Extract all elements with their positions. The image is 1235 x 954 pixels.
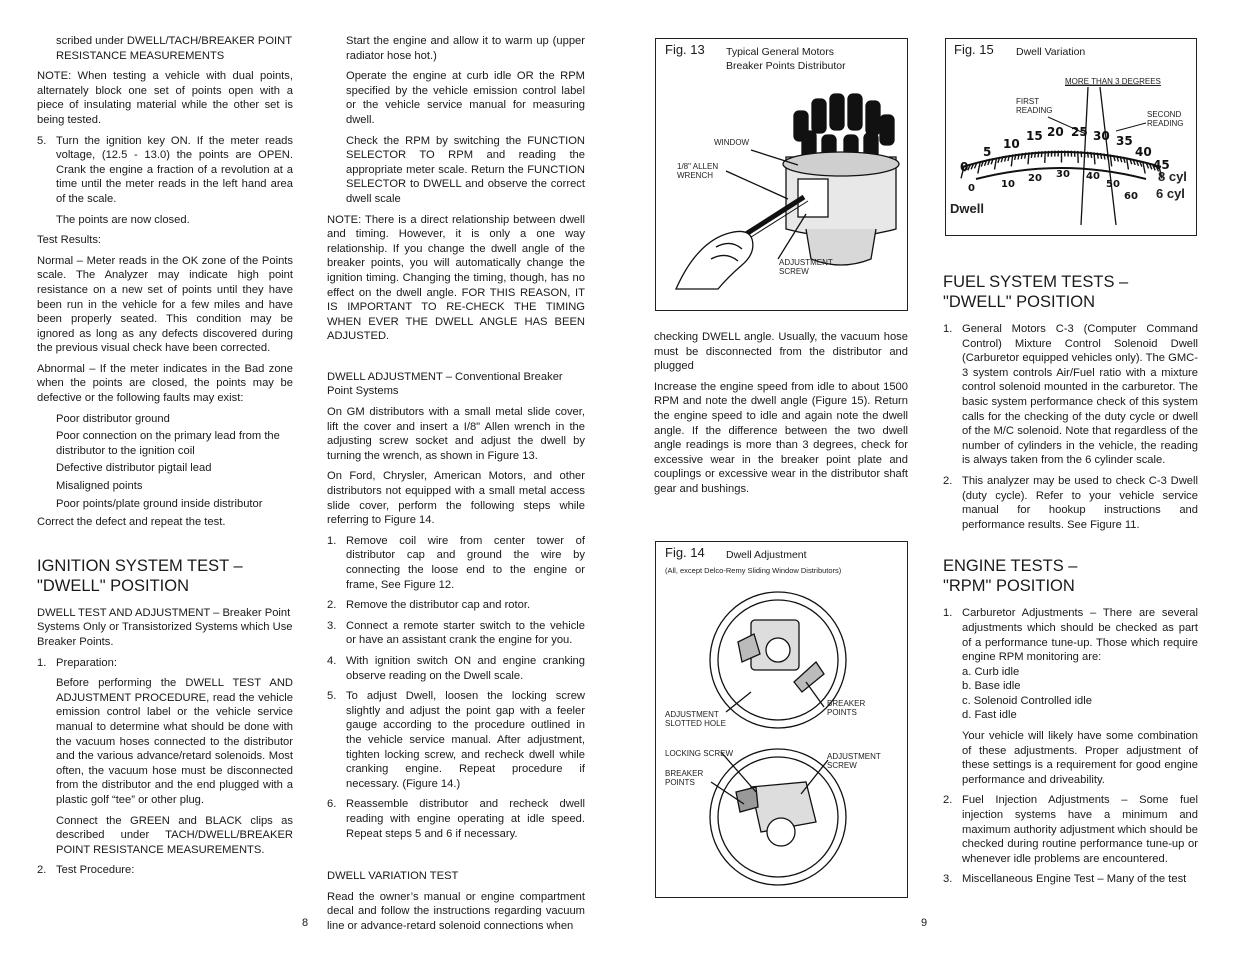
- step-text: Reassemble distributor and recheck dwell reading with engine operating at idle speed. Repeat steps 5 and 6 if necessary.: [346, 798, 585, 840]
- label-breaker-points: POINTS: [665, 778, 695, 787]
- section-heading: IGNITION SYSTEM TEST – "DWELL" POSITION: [37, 556, 243, 595]
- scale-label-upper: 20: [1047, 125, 1064, 139]
- step-number: 2.: [327, 599, 337, 612]
- label-breaker-points: POINTS: [827, 708, 857, 717]
- step-1: [327, 534, 585, 592]
- list-item: b. Base idle: [962, 680, 1021, 693]
- label-first-reading: FIRST: [1016, 97, 1040, 106]
- list-item: d. Fast idle: [962, 709, 1017, 722]
- step-number: 5.: [37, 134, 47, 147]
- label-allen-wrench: 1/8" ALLEN: [677, 162, 719, 171]
- list-item: c. Solenoid Controlled idle: [962, 694, 1092, 707]
- paragraph: Test Results:: [37, 234, 102, 247]
- list-item: a. Curb idle: [962, 665, 1020, 678]
- paragraph: checking DWELL angle. Usually, the vacuum hose must be disconnected from the distributor and plugged: [654, 331, 908, 373]
- paragraph: Increase the engine speed from idle to about 1500 RPM and note the dwell angle (Figure 15). Return the engine speed to idle and again note the dwell angle. If the difference between the two dwell angle readings is more than 3 degrees, check for excessive wear in the breaker point plate and couplings or excessive wear in the distributor shaft gear and bushings.: [654, 380, 908, 495]
- step-number: 1.: [327, 534, 337, 547]
- figure-caption: Dwell Variation: [1016, 46, 1086, 58]
- label-adjustment-screw: SCREW: [827, 761, 857, 770]
- scale-label-lower: 30: [1056, 169, 1070, 180]
- list-item: Poor connection on the primary lead from the distributor to the ignition coil: [56, 430, 280, 457]
- paragraph: Check the RPM by switching the FUNCTION SELECTOR TO RPM and reading the appropriate meter scale. Return the FUNCTION SELECTOR to DWELL and observe the correct dwell scale: [346, 134, 585, 205]
- step-3: [327, 619, 585, 648]
- label-second-reading: SECOND: [1147, 110, 1182, 119]
- label-second-reading: READING: [1147, 119, 1184, 128]
- step-text: With ignition switch ON and engine cranking observe reading on the Dwell scale.: [346, 654, 585, 682]
- figure-number: Fig. 14: [665, 545, 705, 560]
- label-locking-screw: LOCKING SCREW: [665, 749, 734, 758]
- step-text: Test Procedure:: [56, 864, 135, 877]
- step-6: [327, 797, 585, 841]
- step-4: [327, 654, 585, 683]
- paragraph: Correct the defect and repeat the test.: [37, 516, 226, 529]
- scale-label-upper: 0: [960, 160, 969, 174]
- label-breaker-points: BREAKER: [827, 699, 866, 708]
- step-number: 3.: [943, 873, 953, 886]
- step-text: Connect a remote starter switch to the vehicle or have an assistant crank the engine for you.: [346, 619, 585, 647]
- paragraph: On GM distributors with a small metal slide cover, lift the cover and insert a I/8" Allen wrench in the adjusting screw socket and adjust the dwell by turning the wrench, as shown in Figure 13.: [327, 406, 585, 462]
- column-3: [654, 330, 908, 503]
- paragraph: DWELL TEST AND ADJUSTMENT – Breaker Point Systems Only or Transistorized Systems which Use Breaker Points.: [37, 606, 293, 648]
- step-number: 5.: [327, 690, 337, 703]
- scale-label-lower: 60: [1124, 191, 1138, 202]
- step-1: [943, 322, 1198, 468]
- step-2: [37, 863, 293, 878]
- scale-tick: [1094, 152, 1095, 164]
- label-8-cyl: 8 cyl: [1158, 169, 1187, 184]
- step-2: [943, 474, 1198, 532]
- figure-number: Fig. 13: [665, 42, 705, 57]
- step-2: [327, 598, 585, 613]
- list-item: Poor distributor ground: [56, 412, 170, 425]
- step-text: This analyzer may be used to check C-3 Dwell (duty cycle). Refer to your vehicle service manual for hookup instructions and performance results. See Figure 11.: [962, 474, 1198, 531]
- paragraph: On Ford, Chrysler, American Motors, and other distributors not equipped with a small metal access slide cover, perform the following steps while referring to Figure 14.: [327, 470, 585, 527]
- label-dwell: Dwell: [950, 201, 984, 216]
- section-heading: "RPM" POSITION: [943, 577, 1075, 596]
- scale-label-upper: 25: [1071, 125, 1088, 139]
- step-text: Remove the distributor cap and rotor.: [346, 599, 531, 612]
- paragraph: DWELL VARIATION TEST: [327, 870, 459, 883]
- scale-tick: [1088, 152, 1089, 158]
- scale-tick: [1035, 152, 1036, 158]
- label-6-cyl: 6 cyl: [1156, 186, 1185, 201]
- scale-label-lower: 0: [968, 183, 975, 194]
- column-2: [327, 34, 585, 939]
- paragraph: Read the owner’s manual or engine compartment decal and follow the instructions regarding vacuum line or advance-retard solenoid connections when: [327, 890, 585, 932]
- figure-15: [945, 38, 1197, 236]
- scale-label-upper: 5: [983, 145, 992, 159]
- step-text: Turn the ignition key ON. If the meter reads voltage, (12.5 - 13.0) the points are OPEN. Crank the engine a fraction of a revolution at a time until the meter reads in the left hand area of the scale.: [56, 134, 293, 205]
- label-window: WINDOW: [714, 138, 750, 147]
- scale-label-lower: 20: [1028, 173, 1042, 184]
- paragraph: Before performing the DWELL TEST AND ADJUSTMENT PROCEDURE, read the vehicle emission control label or the vehicle service manual to determine what should be done with the vacuum hoses connected to the distributor and the various advance/retard solenoids. Most often, the vacuum hose must be disconnected from the distributor and the end plugged with a plastic golf “tee” or other plug.: [56, 677, 293, 806]
- scale-tick: [1041, 151, 1042, 157]
- step-1: [943, 606, 1198, 723]
- step-text: General Motors C-3 (Computer Command Control) Mixture Control Solenoid Dwell (Carburetor equipped vehicles only). The GMC-3 system controls Air/Fuel ratio with a mixture control solenoid mounted in the carburetor. The basic system performance check of this system calls for the checking of the duty cycle or dwell of the M/C solenoid. Note that regardless of the number of cylinders in the vehicle, the reading is always taken from the 6 cylinder scale.: [962, 323, 1198, 467]
- paragraph: Connect the GREEN and BLACK clips as described under TACH/DWELL/BREAKER POINT RESISTANCE MEASUREMENTS.: [56, 814, 293, 856]
- note-paragraph: NOTE: There is a direct relationship between dwell and timing. However, it is only a one way relationship. If you change the dwell angle of the breaker points, you will automatically change the ignition timing. Changing the timing, though, has no effect on the dwell angle. FOR THIS REASON, IT IS IMPORTANT TO RE-CHECK THE TIMING WHEN EVER THE DWELL ANGLE HAS BEEN ADJUSTED.: [327, 213, 585, 343]
- step-number: 2.: [943, 794, 953, 807]
- label-adjustment-screw: SCREW: [779, 267, 809, 276]
- step-text: Preparation:: [56, 656, 117, 669]
- label-slotted-hole: ADJUSTMENT: [665, 710, 719, 719]
- paragraph: scribed under DWELL/TACH/BREAKER POINT RESISTANCE MEASUREMENTS: [56, 35, 292, 62]
- label-adjustment-screw: ADJUSTMENT: [779, 258, 833, 267]
- figure-14: [655, 541, 908, 898]
- figure-subcaption: (All, except Delco-Remy Sliding Window Distributors): [665, 566, 842, 575]
- step-text: Fuel Injection Adjustments – Some fuel injection systems have a minimum and maximum authority adjustment which should be checked during routine performance tune-up or whenever idle problems are encountered.: [962, 794, 1198, 865]
- step-5: [37, 134, 293, 207]
- step-number: 4.: [327, 654, 337, 667]
- scale-tick: [1045, 151, 1046, 163]
- fault-list: [37, 412, 293, 512]
- label-allen-wrench: WRENCH: [677, 171, 713, 180]
- paragraph: DWELL ADJUSTMENT – Conventional Breaker Point Systems: [327, 370, 563, 398]
- paragraph: Abnormal – If the meter indicates in the Bad zone when the points are closed, the points may be defective or the following faults may exist:: [37, 362, 293, 405]
- step-number: 1.: [37, 656, 47, 669]
- scale-label-upper: 35: [1116, 134, 1133, 148]
- section-heading: ENGINE TESTS –: [943, 557, 1078, 576]
- step-number: 2.: [37, 864, 47, 877]
- label-more-than-3-degrees: MORE THAN 3 DEGREES: [1065, 77, 1161, 86]
- scale-label-upper: 15: [1026, 129, 1043, 143]
- label-slotted-hole: SLOTTED HOLE: [665, 719, 726, 728]
- paragraph: Start the engine and allow it to warm up (upper radiator hose hot.): [346, 35, 585, 62]
- step-number: 2.: [943, 474, 953, 487]
- paragraph: Your vehicle will likely have some combination of these adjustments. Proper adjustment of these settings is a requirement for good engine performance and driveability.: [962, 730, 1198, 786]
- paragraph: Operate the engine at curb idle OR the RPM specified by the vehicle emission control label or the vehicle service manual for measuring dwell.: [346, 70, 585, 126]
- figure-number: Fig. 15: [954, 42, 994, 57]
- label-adjustment-screw: ADJUSTMENT: [827, 752, 881, 761]
- figure-13: [655, 38, 908, 311]
- step-text: Carburetor Adjustments – There are several adjustments which should be checked as part of a performance tune-up. Those which require engine RPM monitoring are:: [962, 607, 1198, 664]
- figure-caption: Breaker Points Distributor: [726, 60, 846, 72]
- scale-label-upper: 40: [1135, 145, 1152, 159]
- step-2: [943, 793, 1198, 866]
- step-number: 1.: [943, 323, 953, 335]
- scale-tick: [1028, 152, 1029, 164]
- step-1: [37, 656, 293, 671]
- section-heading: FUEL SYSTEM TESTS – "DWELL" POSITION: [943, 273, 1129, 311]
- scale-label-upper: 45: [1153, 158, 1170, 172]
- label-breaker-points: BREAKER: [665, 769, 704, 778]
- scale-tick: [1081, 151, 1082, 157]
- scale-tick: [1091, 152, 1092, 158]
- scale-label-lower: 50: [1106, 179, 1120, 190]
- list-item: Defective distributor pigtail lead: [56, 462, 212, 475]
- scale-tick: [1038, 151, 1039, 157]
- scale-tick: [1031, 152, 1032, 158]
- page-number-left: 8: [302, 917, 309, 929]
- list-item: Misaligned points: [56, 480, 143, 493]
- step-text: To adjust Dwell, loosen the locking screw slightly and adjust the point gap with a feeler gauge according to the procedure outlined in the vehicle service manual. After adjustment, tighten locking screw, and recheck dwell while cranking engine. Repeat procedure if necessary. (Figure 14.): [346, 690, 585, 790]
- label-first-reading: READING: [1016, 106, 1053, 115]
- column-1: [37, 34, 293, 884]
- column-4: [943, 254, 1198, 893]
- step-number: 1.: [943, 607, 953, 620]
- page-number-right: 9: [921, 917, 928, 929]
- scale-label-upper: 30: [1093, 129, 1110, 143]
- step-number: 3.: [327, 619, 337, 632]
- paragraph: The points are now closed.: [56, 213, 190, 226]
- note-paragraph: NOTE: When testing a vehicle with dual points, alternately block one set of points open with a piece of insulating material while the other set is being tested.: [37, 70, 293, 126]
- step-text: Miscellaneous Engine Test – Many of the test: [962, 873, 1187, 886]
- step-text: Remove coil wire from center tower of distributor cap and ground the wire by connecting the loose end to the engine or frame, See Figure 12.: [346, 534, 585, 591]
- scale-label-lower: 40: [1086, 171, 1100, 182]
- scale-label-lower: 10: [1001, 179, 1015, 190]
- step-number: 6.: [327, 798, 337, 811]
- step-3: [943, 872, 1198, 887]
- step-5: [327, 689, 585, 791]
- figure-caption: Dwell Adjustment: [726, 549, 807, 561]
- list-item: Poor points/plate ground inside distributor: [56, 497, 263, 510]
- figure-caption: Typical General Motors: [726, 46, 834, 58]
- scale-label-upper: 10: [1003, 137, 1020, 151]
- paragraph: Normal – Meter reads in the OK zone of the Points scale. The Analyzer may indicate high point resistance on a new set of points until they have been run in the vehicle for a few miles and have been properly seated. This condition may be ignored as long as any defects discovered during the previous visual check have been corrected.: [37, 254, 293, 355]
